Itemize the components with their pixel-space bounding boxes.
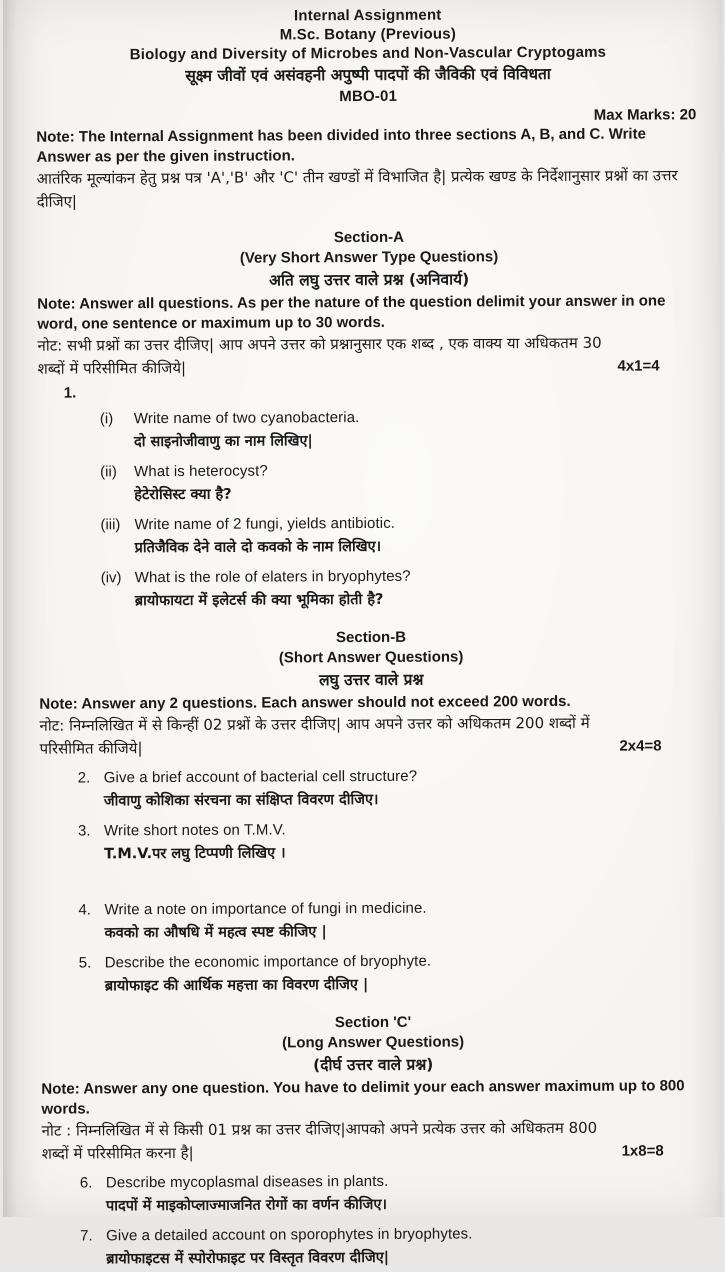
section-b-questions: [77, 764, 704, 998]
program-title: M.Sc. Botany (Previous): [279, 25, 456, 44]
question-1ii-en: What is heterocyst?: [133, 462, 268, 481]
assignment-title: Internal Assignment: [293, 6, 442, 25]
section-b-subtitle-hi: लघु उत्तर वाले प्रश्न: [318, 670, 423, 690]
section-b-note-hi: नोट: निम्नलिखित में से किन्हीं 02 प्रश्नों के उत्तर दीजिए| आप अपने उत्तर को अधिकतम 200 शब्दों में परिसीमित कीजिये|: [38, 713, 590, 758]
section-a-subtitle-en: (Very Short Answer Type Questions): [239, 248, 498, 267]
section-b-marks: 2x4=8: [618, 737, 662, 755]
question-5-en: Describe the economic importance of bryophyte.: [104, 952, 431, 972]
section-a-questions: [99, 405, 702, 613]
section-a-note-row: [37, 331, 701, 380]
section-a-title: Section-A: [333, 228, 404, 247]
question-1ii-label: (ii): [99, 463, 117, 481]
question-1iii-label: (iii): [99, 516, 120, 534]
question-5-label: 5.: [78, 954, 91, 972]
question-2-hi: जीवाणु कोशिका संरचना का संक्षिप्त विवरण दीजिए।: [103, 791, 379, 810]
question-6-label: 6.: [79, 1174, 92, 1192]
section-c-title: Section 'C': [334, 1013, 411, 1032]
section-c-subtitle-en: (Long Answer Questions): [281, 1033, 464, 1052]
question-7-en: Give a detailed account on sporophytes in bryophytes.: [105, 1225, 473, 1245]
question-1i-label: (i): [99, 410, 113, 428]
question-3-hi: T.M.V.पर लघु टिप्पणी लिखिए ।: [103, 845, 286, 863]
question-7: [80, 1222, 706, 1271]
section-a-header: [36, 226, 700, 293]
section-c-note-en: Note: Answer any one question. You have to delimit your each answer maximum up to 800 words.: [40, 1077, 685, 1118]
question-3-label: 3.: [77, 822, 91, 840]
question-2-label: 2.: [77, 769, 90, 787]
question-4-hi: कवको का औषधि में महत्व स्पष्ट कीजिए |: [104, 924, 327, 942]
question-5: [78, 949, 704, 998]
question-4: [78, 896, 704, 945]
question-6-en: Describe mycoplasmal diseases in plants.: [105, 1172, 388, 1192]
scanned-exam-page: [3, 0, 723, 1268]
question-3-en: Write short notes on T.M.V.: [103, 821, 286, 840]
question-3: [77, 817, 703, 866]
question-7-label: 7.: [79, 1227, 93, 1245]
question-1i-hi: दो साइनोजीवाणु का नाम लिखिए|: [133, 433, 313, 451]
question-4-en: Write a note on importance of fungi in medicine.: [103, 899, 427, 919]
section-c-marks: 1x8=8: [621, 1142, 664, 1160]
question-1iv-label: (iv): [100, 569, 122, 587]
question-2-en: Give a brief account of bacterial cell structure?: [103, 767, 417, 787]
general-note-hi: आतंरिक मूल्यांकन हेतु प्रश्न पत्र 'A','B' और 'C' तीन खण्डों में विभाजित है| प्रत्येक खण्ड के निर्देशानुसार प्रश्नों का उत्तर दीजिए|: [36, 166, 678, 211]
question-1iii-en: Write name of 2 fungi, yields antibiotic.: [133, 514, 395, 534]
section-c-questions: [79, 1169, 706, 1271]
course-title-hi: सूक्ष्म जीवों एवं असंवहनी अपुष्पी पादपों की जैविकी एवं विविधता: [184, 65, 551, 85]
question-6-hi: पादपों में माइकोप्लाज्माजनित रोगों का वर्णन कीजिए।: [105, 1196, 387, 1215]
question-7-hi: ब्रायोफाइटस में स्पोरोफाइट पर विस्तृत विवरण दीजिए|: [105, 1249, 389, 1268]
section-b-header: [38, 626, 702, 693]
question-1iii: [100, 511, 702, 560]
question-1i: [99, 405, 701, 454]
question-1-number: 1.: [63, 384, 76, 402]
blank-gap: [78, 863, 704, 892]
section-b-note-row: [39, 711, 703, 760]
section-a-note-hi: नोट: सभी प्रश्नों का उत्तर दीजिए| आप अपने उत्तर को प्रश्नानुसार एक शब्द , एक वाक्य या अधिकतम 30 शब्दों में परिसीमित कीजिये|: [36, 333, 602, 378]
question-1iv-en: What is the role of elaters in bryophytes?: [134, 567, 411, 587]
max-marks: Max Marks: 20: [593, 106, 696, 124]
question-1ii: [100, 458, 702, 507]
course-code: MBO-01: [338, 87, 397, 106]
question-1i-en: Write name of two cyanobacteria.: [133, 409, 359, 428]
section-a-subtitle-hi: अति लघु उत्तर वाले प्रश्न (अनिवार्य): [268, 270, 469, 290]
section-b-note-en: Note: Answer any 2 questions. Each answer should not exceed 200 words.: [38, 692, 571, 713]
section-c-note-hi: नोट : निम्नलिखित में से किसी 01 प्रश्न का उत्तर दीजिए|आपको अपने प्रत्येक उत्तर को अधिकतम 800 शब्दों में परिसीमित करना है|: [41, 1118, 597, 1163]
question-1iii-hi: प्रतिजैविक देने वाले दो कवको के नाम लिखिए।: [134, 538, 381, 557]
question-2: [77, 764, 703, 813]
section-b-subtitle-en: (Short Answer Questions): [278, 648, 463, 667]
document-header: [35, 4, 700, 107]
course-title-en: Biology and Diversity of Microbes and Non-Vascular Cryptogams: [129, 43, 606, 64]
section-c-subtitle-hi: (दीर्घ उत्तर वाले प्रश्न): [312, 1055, 433, 1075]
general-note-en: Note: The Internal Assignment has been divided into three sections A, B, and C. Write Answer as per the given instruction.: [35, 125, 646, 166]
question-1ii-hi: हेटेरोसिस्ट क्या है?: [133, 486, 232, 504]
section-c-header: [40, 1011, 704, 1078]
question-4-label: 4.: [77, 901, 91, 919]
section-b-title: Section-B: [335, 628, 406, 647]
question-1iv: [100, 564, 702, 613]
section-c-note-row: [41, 1116, 705, 1165]
section-a-marks: 4x1=4: [616, 357, 660, 375]
question-6: [79, 1169, 705, 1218]
section-a-note-en: Note: Answer all questions. As per the nature of the question delimit your answer in one word, one sentence or maximum up to 30 words.: [36, 292, 665, 333]
question-5-hi: ब्रायोफाइट की आर्थिक महत्ता का विवरण दीजिए |: [104, 976, 368, 995]
question-1iv-hi: ब्रायोफायटा में इलेटर्स की क्या भूमिका होती है?: [134, 591, 383, 610]
